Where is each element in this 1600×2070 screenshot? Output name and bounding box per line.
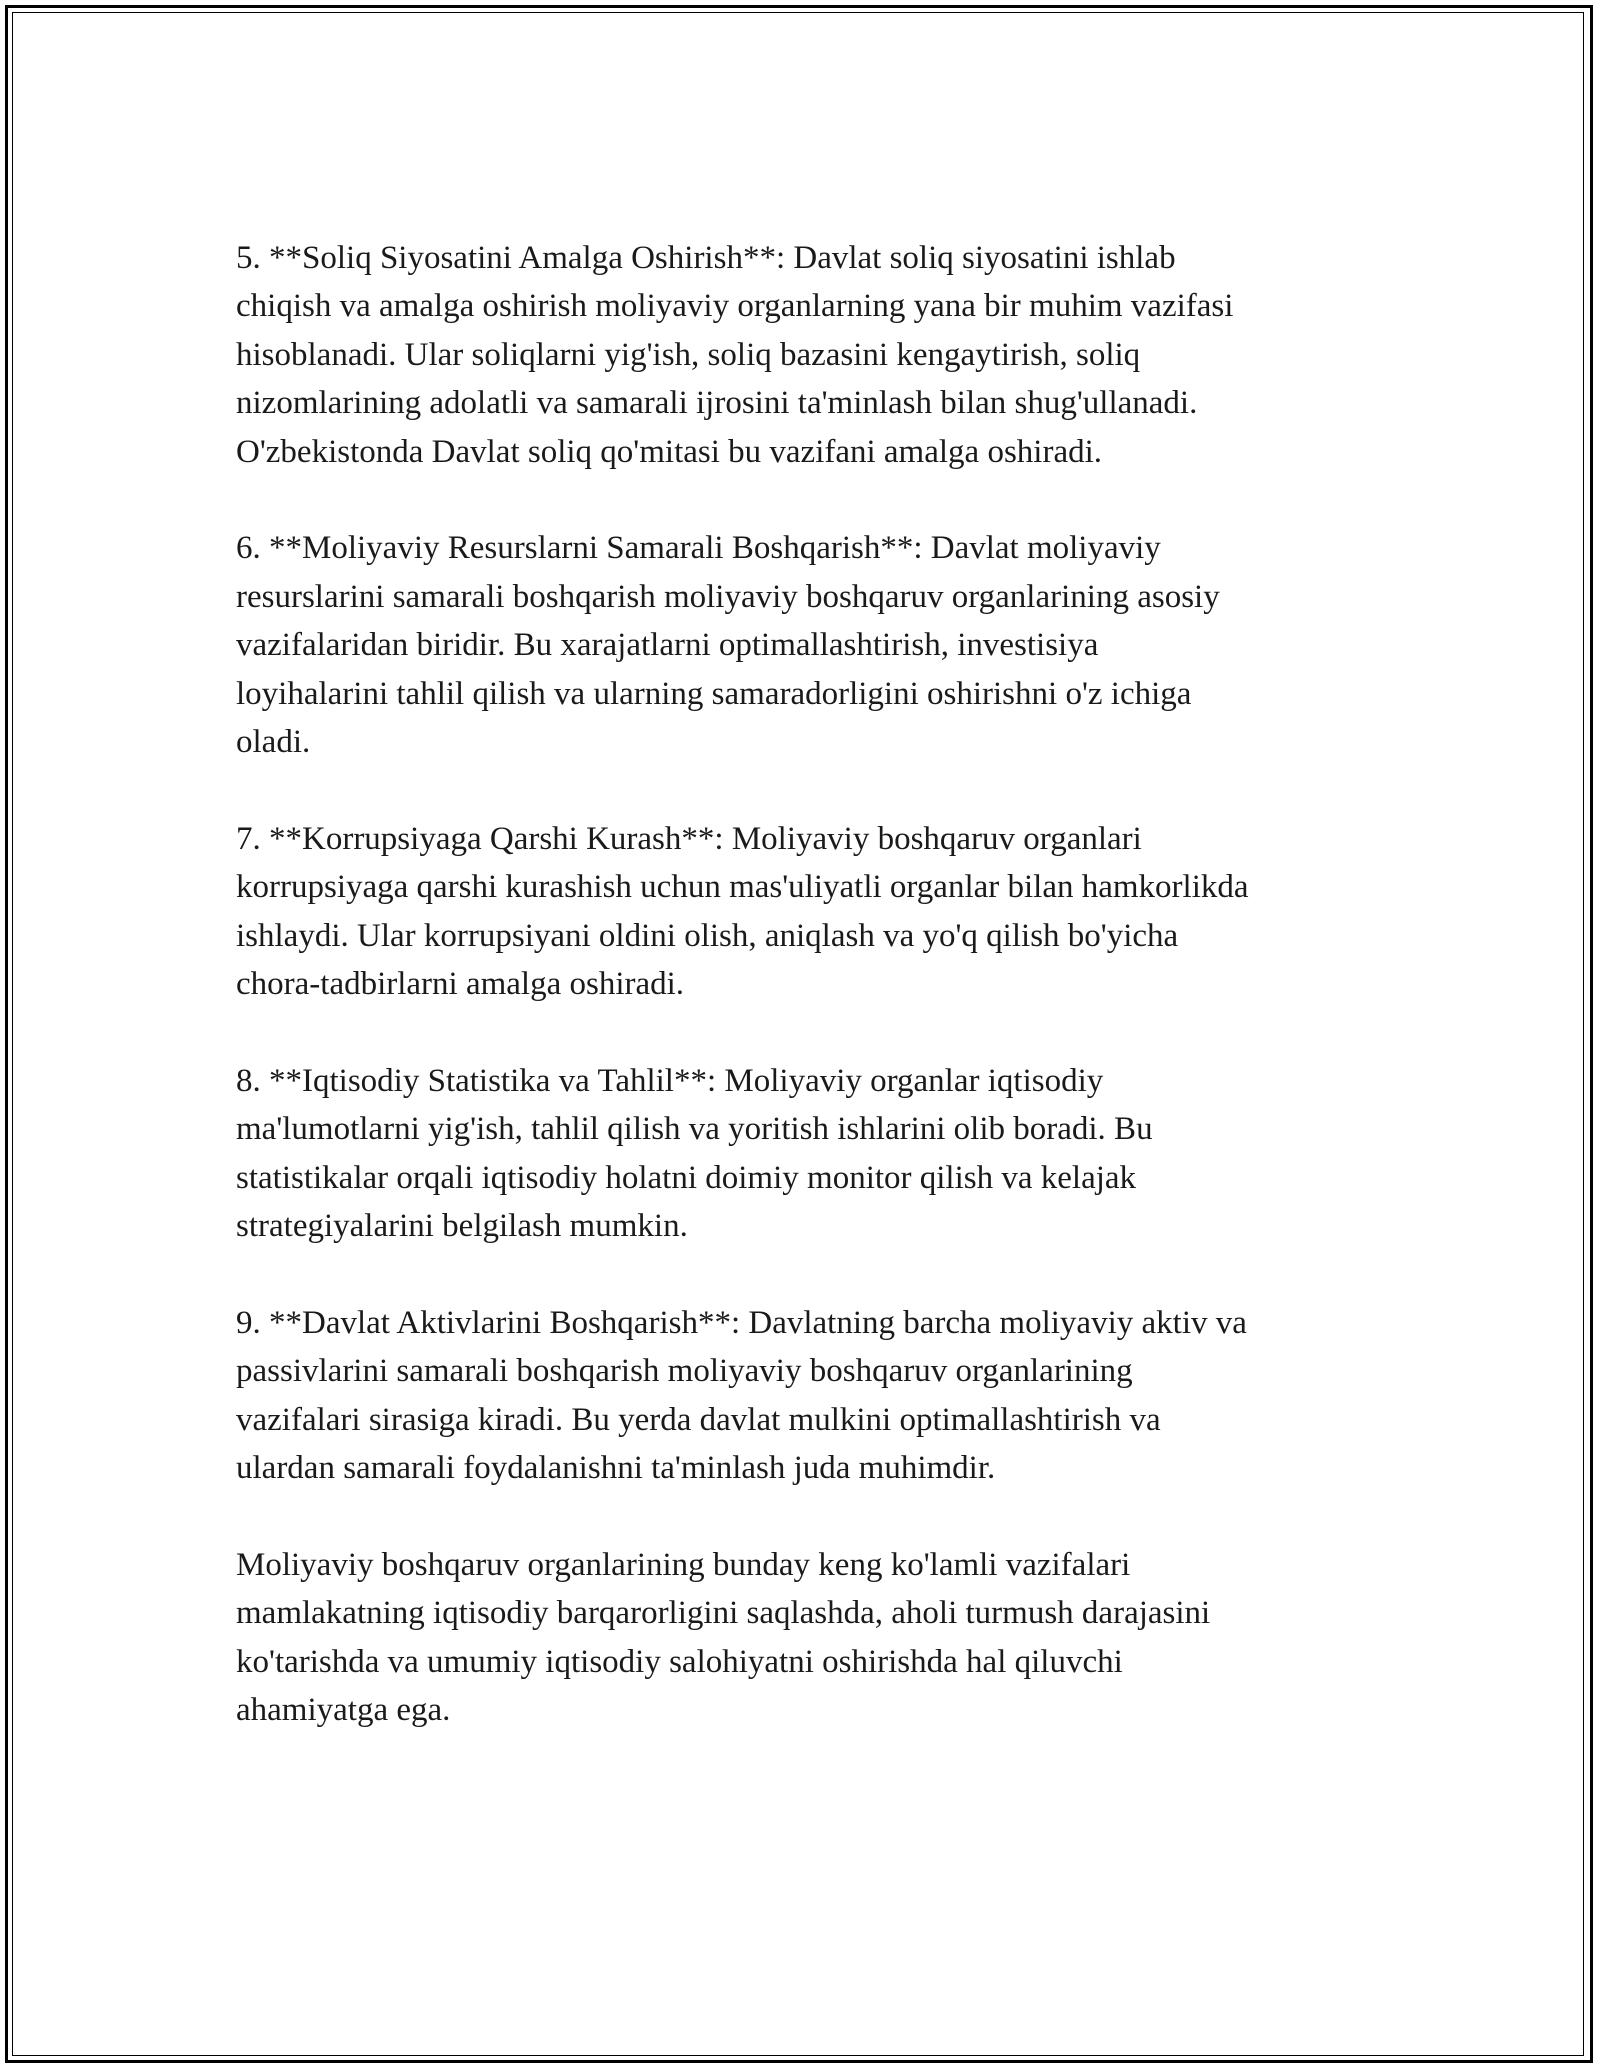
paragraph-item-5: 5. **Soliq Siyosatini Amalga Oshirish**: Davlat soliq siyosatini ishlab chiqish va amalga oshirish moliyaviy organlarning yana bir muhim vazifasi hisoblanadi. Ular soliqlarni yig'ish, soliq bazasini kengaytirish, soliq nizomlarining adolatli va samarali ijrosini ta'minlash bilan shug'ullanadi. O'zbekistonda Davlat soliq qo'mitasi bu vazifani amalga oshiradi. xyxy=(236,240,1234,470)
paragraph-item-8: 8. **Iqtisodiy Statistika va Tahlil**: Moliyaviy organlar iqtisodiy ma'lumotlarni yig'ish, tahlil qilish va yoritish ishlarini olib boradi. Bu statistikalar orqali iqtisodiy holatni doimiy monitor qilish va kelajak strategiyalarini belgilash mumkin. xyxy=(236,1062,1153,1245)
paragraph-item-7: 7. **Korrupsiyaga Qarshi Kurash**: Moliyaviy boshqaruv organlari korrupsiyaga qarshi kurashish uchun mas'uliyatli organlar bilan hamkorlikda ishlaydi. Ular korrupsiyani oldini olish, aniqlash va yo'q qilish bo'yicha chora-tadbirlarni amalga oshiradi. xyxy=(236,820,1249,1003)
document-body xyxy=(236,234,1376,1735)
paragraph-item-9: 9. **Davlat Aktivlarini Boshqarish**: Davlatning barcha moliyaviy aktiv va passivlarini samarali boshqarish moliyaviy boshqaruv organlarining vazifalari sirasiga kiradi. Bu yerda davlat mulkini optimallashtirish va ulardan samarali foydalanishni ta'minlash juda muhimdir. xyxy=(236,1304,1247,1487)
conclusion-paragraph: Moliyaviy boshqaruv organlarining bunday keng ko'lamli vazifalari mamlakatning iqtisodiy barqarorligini saqlashda, aholi turmush darajasini ko'tarishda va umumiy iqtisodiy salohiyatni oshirishda hal qiluvchi ahamiyatga ega. xyxy=(236,1546,1211,1729)
paragraph-item-6: 6. **Moliyaviy Resurslarni Samarali Boshqarish**: Davlat moliyaviy resurslarini samarali boshqarish moliyaviy boshqaruv organlarining asosiy vazifalaridan biridir. Bu xarajatlarni optimallashtirish, investisiya loyihalarini tahlil qilish va ularning samaradorligini oshirishni o'z ichiga oladi. xyxy=(236,530,1220,761)
